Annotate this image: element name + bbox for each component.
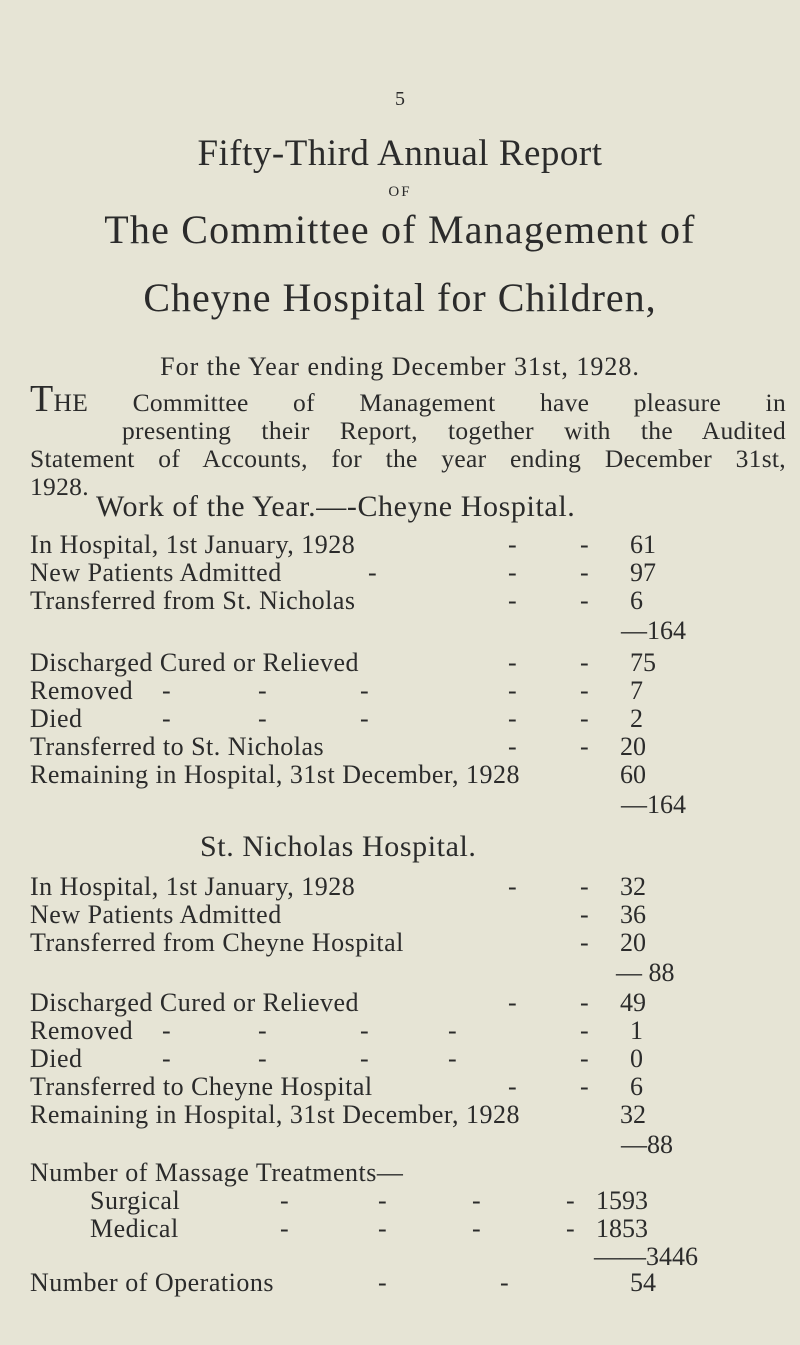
nicholas-row-label: Transferred from Cheyne Hospital bbox=[30, 928, 404, 957]
nicholas-row-value: 20 bbox=[620, 928, 646, 957]
nicholas-row-value: 6 bbox=[630, 1072, 643, 1101]
intro-line-1: HE Committee of Management have pleasure in bbox=[53, 388, 786, 417]
cheyne-row-label: Discharged Cured or Relieved bbox=[30, 648, 360, 677]
cheyne-row-label: Transferred from St. Nicholas bbox=[30, 586, 356, 615]
cheyne-row-value: 6 bbox=[630, 586, 643, 615]
nicholas-heading: St. Nicholas Hospital. bbox=[200, 830, 477, 863]
intro-line-2: presenting their Report, together with the Audited bbox=[122, 416, 786, 445]
cheyne-row-label: Removed bbox=[30, 676, 134, 705]
cheyne-admissions-total: —164 bbox=[621, 616, 686, 645]
nicholas-row-value: 32 bbox=[620, 1100, 646, 1129]
page-number: 5 bbox=[395, 88, 405, 110]
cheyne-row-value: 2 bbox=[630, 704, 643, 733]
cheyne-row-value: 60 bbox=[620, 760, 646, 789]
nicholas-row-value: 1 bbox=[630, 1016, 643, 1045]
nicholas-admissions-total: — 88 bbox=[616, 958, 675, 987]
massage-row-value: 1853 bbox=[596, 1214, 648, 1243]
cheyne-row-value: 97 bbox=[630, 558, 656, 587]
cheyne-row-label: Remaining in Hospital, 31st December, 1928 bbox=[30, 760, 521, 789]
nicholas-row-value: 49 bbox=[620, 988, 646, 1017]
nicholas-row-label: Removed bbox=[30, 1016, 134, 1045]
cheyne-heading: Work of the Year.—-Cheyne Hospital. bbox=[96, 490, 576, 523]
cheyne-row-value: 20 bbox=[620, 732, 646, 761]
nicholas-row-label: Discharged Cured or Relieved bbox=[30, 988, 360, 1017]
cheyne-outcomes-total: —164 bbox=[621, 790, 686, 819]
title-committee: The Committee of Management of bbox=[104, 207, 696, 252]
report-title: Fifty-Third Annual Report bbox=[197, 133, 603, 174]
nicholas-row-label: New Patients Admitted bbox=[30, 900, 282, 929]
intro-paragraph bbox=[30, 378, 786, 501]
cheyne-row-value: 75 bbox=[630, 648, 656, 677]
cheyne-row-label: Transferred to St. Nicholas bbox=[30, 732, 325, 761]
massage-heading: Number of Massage Treatments— bbox=[30, 1158, 404, 1187]
nicholas-row-value: 32 bbox=[620, 872, 646, 901]
nicholas-row-label: Transferred to Cheyne Hospital bbox=[30, 1072, 373, 1101]
cheyne-row-label: In Hospital, 1st January, 1928 bbox=[30, 530, 356, 559]
nicholas-row-label: Died bbox=[30, 1044, 83, 1073]
operations-label: Number of Operations bbox=[30, 1268, 274, 1297]
nicholas-outcomes-total: —88 bbox=[621, 1130, 673, 1159]
intro-line-4: 1928. bbox=[30, 472, 89, 501]
cheyne-row-label: Died bbox=[30, 704, 83, 733]
massage-total: ——3446 bbox=[594, 1242, 698, 1271]
intro-line-3: Statement of Accounts, for the year ending December 31st, bbox=[30, 444, 786, 473]
drop-cap: T bbox=[30, 378, 54, 420]
massage-row-value: 1593 bbox=[596, 1186, 648, 1215]
nicholas-row-label: In Hospital, 1st January, 1928 bbox=[30, 872, 356, 901]
cheyne-row-label: New Patients Admitted bbox=[30, 558, 282, 587]
title-hospital: Cheyne Hospital for Children, bbox=[143, 275, 657, 320]
report-page: 5 Fifty-Third Annual Report OF The Committee of Management of Cheyne Hospital for Children, For the Year ending December 31st, 1928. THE Committee of Management have pleasure in presenting their Report, together with the Audited Statement of Accounts, for the year ending December 31st, 1928. Work of the Year.—-Cheyne Hospital. In Hospital, 1st January, 1928 - - 61 New Patients Admitted - - - 97 Transferred from St. Nicholas - - 6 —164 Discharged Cured or Relieved - - 75 Removed - - - - - 7 Died - - - - - 2 Transferred to St. Nicholas - - 20 Remaining in Hospital, 31st December, 1928 60 —164 St. Nicholas Hospital. In Hospital, 1st January, 1928 - - 32 New Patients Admitted - 36 Transferred from Cheyne Hospital - 20 — 88 Discharged Cured or Relieved - - 49 Removed - - - - - 1 Died - - - - - 0 Transferred to Cheyne Hospital - - 6 Remaining in Hospital, 31st December, 1928 32 —88 Number of Massage Treatments— Surgical - - - - 1593 Medical - - - - 1853 ——3446 Number of Operations - - 54 bbox=[0, 0, 800, 1345]
nicholas-row-label: Remaining in Hospital, 31st December, 1928 bbox=[30, 1100, 521, 1129]
nicholas-row-value: 36 bbox=[620, 900, 646, 929]
nicholas-row-value: 0 bbox=[630, 1044, 643, 1073]
report-subtitle: For the Year ending December 31st, 1928. bbox=[160, 352, 640, 381]
massage-row-label: Medical bbox=[90, 1214, 179, 1243]
operations-value: 54 bbox=[630, 1268, 656, 1297]
massage-row-label: Surgical bbox=[90, 1186, 181, 1215]
title-of: OF bbox=[388, 184, 412, 200]
cheyne-row-value: 61 bbox=[630, 530, 656, 559]
cheyne-row-value: 7 bbox=[630, 676, 643, 705]
